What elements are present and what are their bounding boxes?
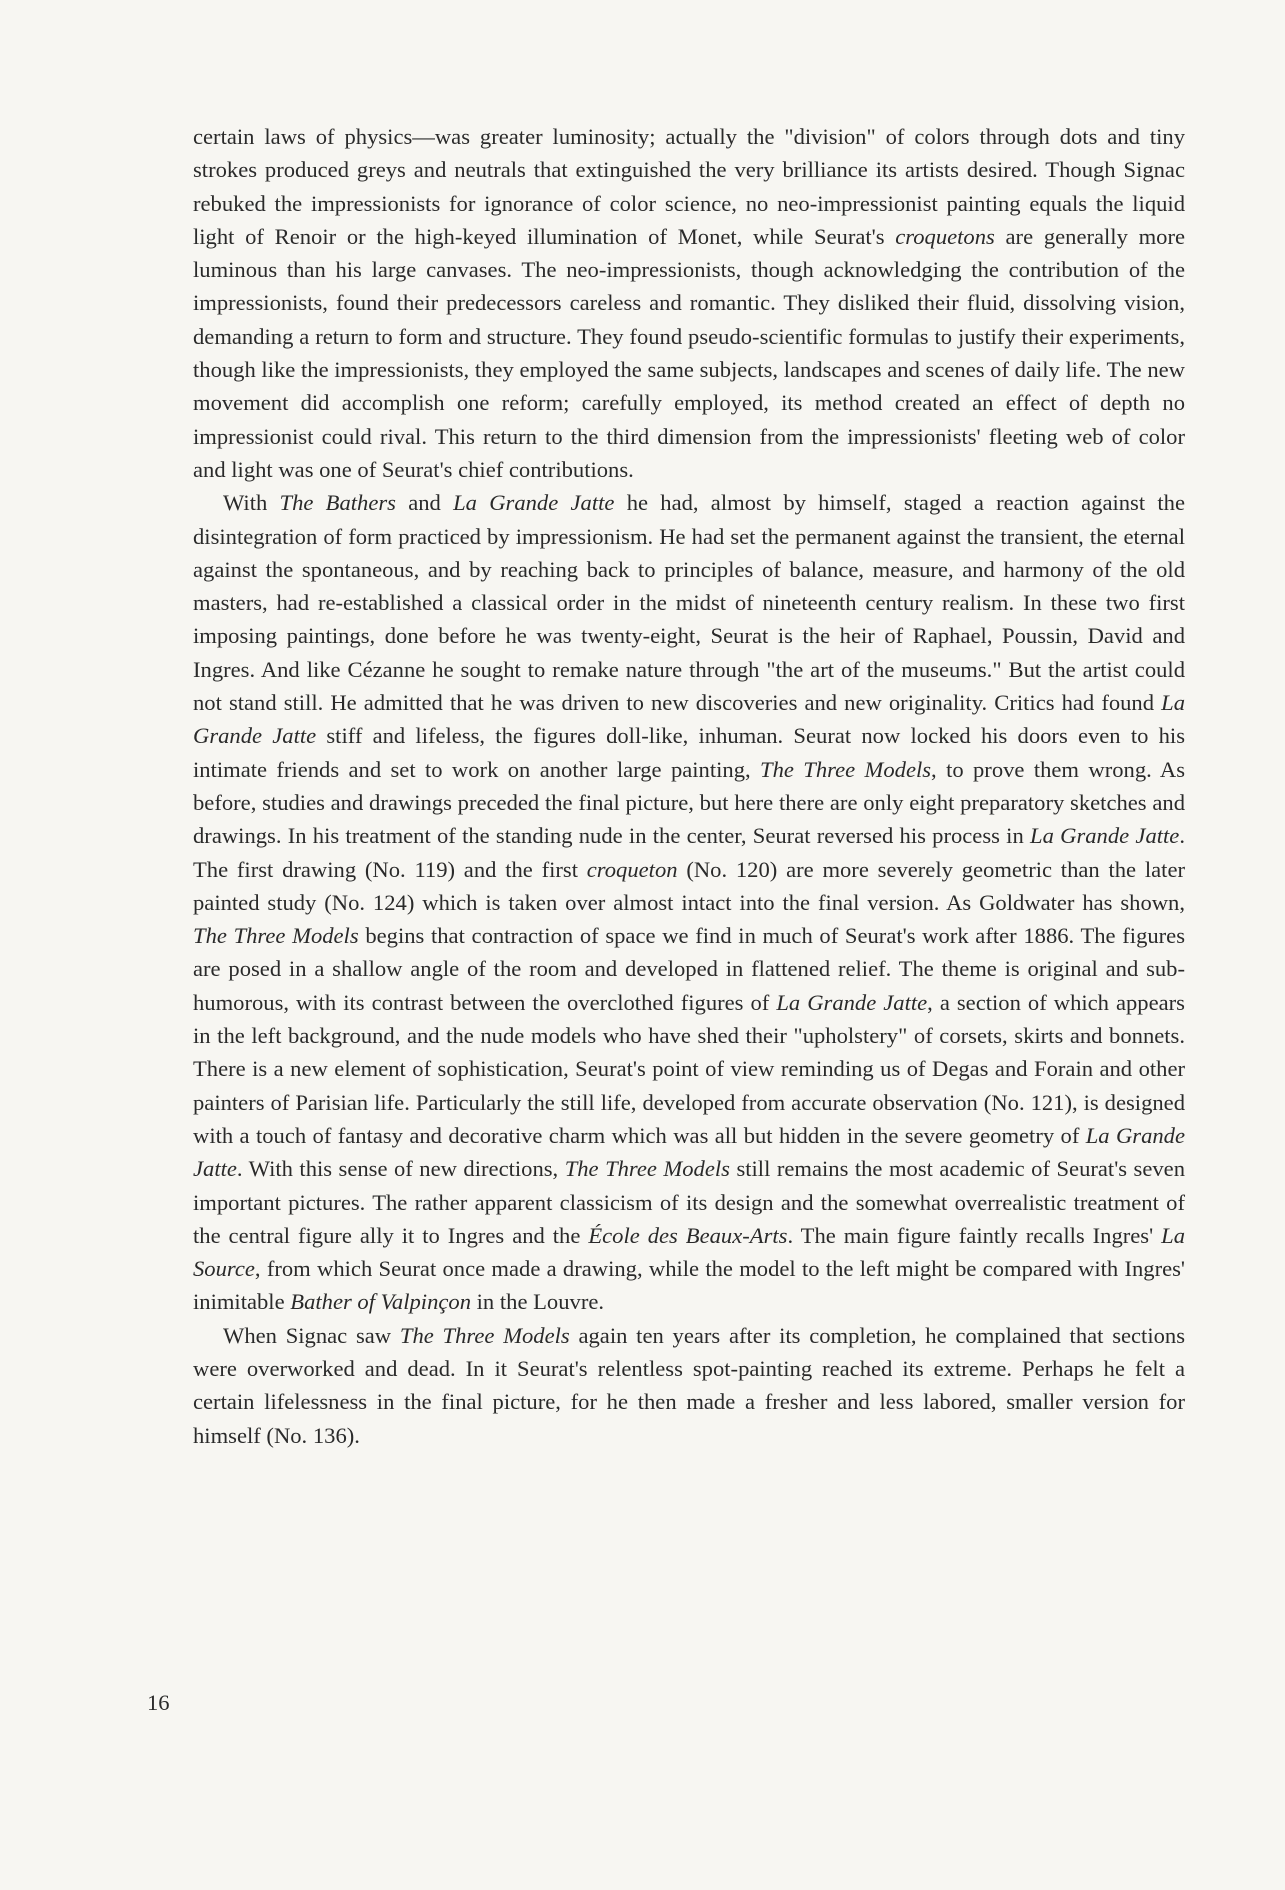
page-number: 16	[147, 1690, 170, 1715]
text-run: in the Louvre.	[471, 1289, 605, 1315]
italic-title: La Source	[193, 1222, 1185, 1282]
text-run: With	[223, 490, 280, 516]
italic-title: La Grande Jatte	[193, 690, 1185, 749]
text-run: , a section of which appears in the left background, and the nude models who have shed their "upholstery" of corsets, skirts and bonnets. There is a new element of sophistication, Seurat's point of view reminding us of Degas and Forain and other painters of Parisian life. Particularly the still life, developed from accurate observation (No. 121), is designed with a touch of fantasy and decorative charm which was all but hidden in the severe geometry of	[193, 989, 1185, 1148]
italic-title: croqueton	[586, 856, 678, 882]
italic-title: La Grande Jatte	[776, 989, 928, 1015]
body-text	[193, 120, 1185, 1452]
text-run: are generally more luminous than his large canvases. The neo-impressionists, though acknowledging the contribution of the impressionists, found their predecessors careless and romantic. They disliked their fluid, dissolving vision, demanding a return to form and structure. They found pseudo-scientific formulas to justify their experiments, though like the impressionists, they employed the same subjects, landscapes and scenes of daily life. The new movement did accomplish one reform; carefully employed, its method created an effect of depth no impressionist could rival. This return to the third dimension from the impressionists' fleeting web of color and light was one of Seurat's chief contributions.	[193, 223, 1185, 482]
text-run: and	[395, 490, 454, 516]
italic-title: La Grande Jatte	[1030, 823, 1180, 849]
text-run: certain laws of physics—was greater luminosity; actually the "division" of colors through dots and tiny strokes produced greys and neutrals that extinguished the very brilliance its artists desired. Though Signac rebuked the impressionists for ignorance of color science, no neo-impressionist painting equals the liquid light of Renoir or the high-keyed illumination of Monet, while Seurat's	[193, 124, 1185, 249]
text-run: , to prove them wrong. As before, studies and drawings preceded the final picture, but here there are only eight preparatory sketches and drawings. In his treatment of the standing nude in the center, Seurat reversed his process in	[193, 756, 1185, 849]
text-run: . The main figure faintly recalls Ingres'	[787, 1222, 1162, 1248]
text-run: he had, almost by himself, staged a reaction against the disintegration of form practiced by impressionism. He had set the permanent against the transient, the eternal against the spontaneous, and by reaching back to principles of balance, measure, and harmony of the old masters, had re-established a classical order in the midst of nineteenth century realism. In these two first imposing paintings, done before he was twenty-eight, Seurat is the heir of Raphael, Poussin, David and Ingres. And like Cézanne he sought to remake nature through "the art of the museums." But the artist could not stand still. He admitted that he was driven to new discoveries and new originality. Critics had found	[193, 490, 1185, 716]
italic-title: The Three Models	[193, 923, 359, 949]
text-run: , from which Seurat once made a drawing, while the model to the left might be compared with Ingres' inimitable	[193, 1256, 1185, 1315]
text-run: begins that contraction of space we find in much of Seurat's work after 1886. The figures are posed in a shallow angle of the room and developed in flattened relief. The theme is original and sub-humorous, with its contrast between the overclothed figures of	[193, 923, 1186, 1015]
text-run: stiff and lifeless, the figures doll-like, inhuman. Seurat now locked his doors even to his intimate friends and set to work on another large painting,	[193, 723, 1185, 782]
italic-title: The Three Models	[564, 1156, 730, 1182]
italic-title: croquetons	[895, 223, 995, 249]
paragraph-2	[193, 486, 1185, 1318]
italic-title: Bather of Valpinçon	[290, 1289, 471, 1315]
text-run: (No. 120) are more severely geometric than the later painted study (No. 124) which is taken over almost intact into the final version. As Goldwater has shown,	[193, 856, 1185, 915]
text-run: again ten years after its completion, he complained that sections were overworked and dead. In it Seurat's relentless spot-painting reached its extreme. Perhaps he felt a certain lifelessness in the final picture, for he then made a fresher and less labored, smaller version for himself (No. 136).	[193, 1322, 1185, 1448]
text-run: . The first drawing (No. 119) and the first	[193, 823, 1185, 882]
italic-title: The Three Models	[760, 756, 932, 782]
text-run: When Signac saw	[223, 1322, 400, 1348]
text-run: . With this sense of new directions,	[236, 1156, 565, 1182]
italic-title: The Three Models	[399, 1322, 570, 1348]
paragraph-3	[193, 1319, 1185, 1452]
italic-title: La Grande Jatte	[453, 490, 615, 516]
italic-title: The Bathers	[279, 490, 396, 516]
text-run: still remains the most academic of Seurat's seven important pictures. The rather apparent classicism of its design and the somewhat overrealistic treatment of the central figure ally it to Ingres and the	[193, 1156, 1186, 1248]
italic-title: École des Beaux-Arts	[588, 1222, 788, 1248]
italic-title: La Grande Jatte	[193, 1122, 1185, 1182]
paragraph-1	[193, 120, 1185, 486]
